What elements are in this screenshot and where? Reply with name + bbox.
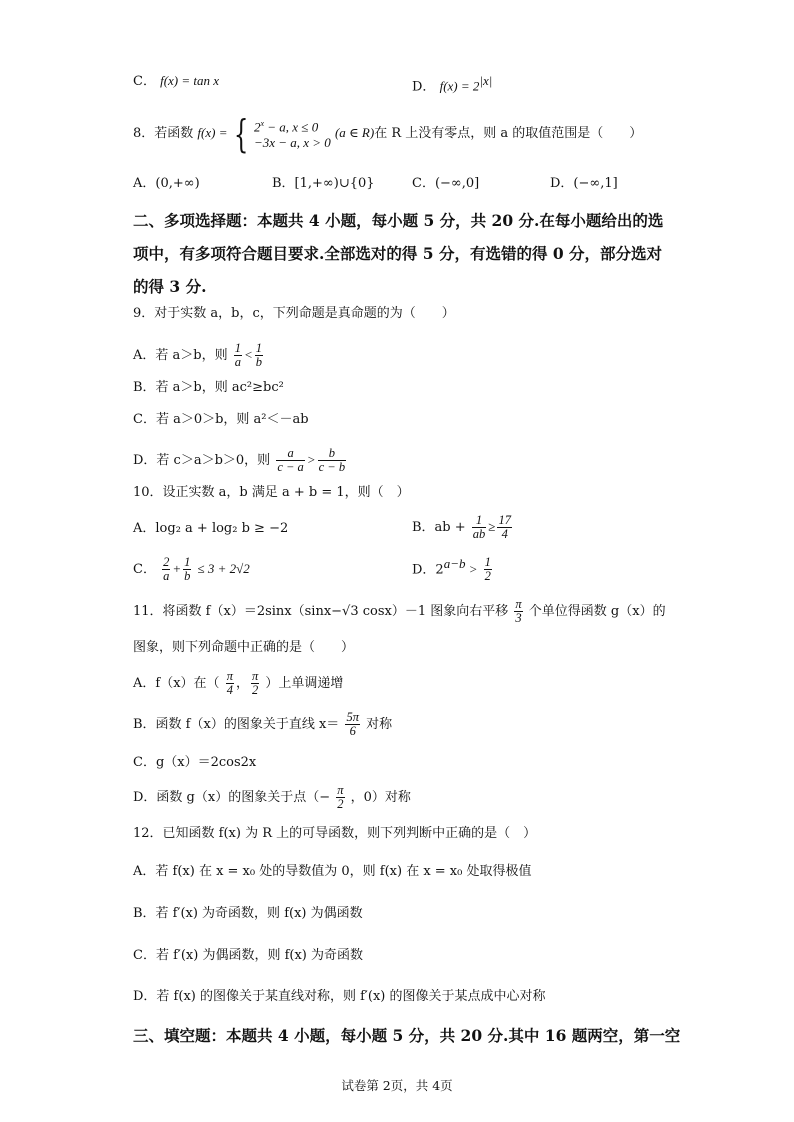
fraction-5pi-over-6: $\frac{5\pi}{6}$ (346, 710, 359, 738)
q9-option-a: A．若 a＞b，则 $\frac{1}{a}$ < $\frac{1}{b}$ (133, 341, 263, 369)
q7-d-expr: f(x) = 2 (439, 78, 480, 94)
page-footer: 试卷第 2页，共 4页 (341, 1078, 453, 1093)
q8-stem (133, 113, 642, 154)
fraction-1-over-2: $\frac{1}{2}$ (484, 555, 491, 584)
q8-option-d: D．(−∞,1] (550, 176, 618, 191)
fraction-pi-over-4: $\frac{\pi}{4}$ (226, 669, 233, 697)
q8-prefix: 8．若函数 (133, 126, 194, 141)
q8-fx: f(x) = (197, 125, 228, 140)
fraction-2-over-a: $\frac{2}{a}$ (163, 555, 170, 583)
q9-stem: 9．对于实数 a，b，c，下列命题是真命题的为（ ） (133, 306, 455, 321)
q8-case2: −3x − a, x > 0 (253, 135, 331, 151)
fraction-1-over-b: $\frac{1}{b}$ (255, 341, 263, 369)
q11-a-mid: ， (235, 676, 249, 691)
q11-stem-pre: 11．将函数 f（x）＝2sinx（sinx−√3 cosx）－1 图象向右平移 (133, 604, 509, 619)
fraction-pi-over-2: $\frac{\pi}{2}$ (337, 783, 344, 811)
fraction-1-over-b: $\frac{1}{b}$ (184, 555, 191, 583)
q8-cases (254, 116, 331, 151)
q8-option-c: C．(−∞,0] (412, 176, 480, 191)
q11-option-a (133, 670, 343, 697)
q7-c-label: C． (133, 74, 156, 89)
q10-stem: 10．设正实数 a，b 满足 a + b = 1，则（ ） (133, 485, 410, 500)
q10-c-pre: C． (133, 562, 156, 577)
q8-case1-sup: x (260, 118, 265, 128)
section2-heading-line3: 的得 3 分. (133, 277, 207, 296)
fraction-pi-over-3: $\frac{\pi}{3}$ (515, 597, 522, 625)
q8-case1 (254, 116, 331, 135)
q11-stem-line1 (133, 598, 666, 625)
q8-suffix: 在 R 上没有零点，则 a 的取值范围是（ ） (374, 126, 643, 141)
q9-option-c: C．若 a＞0＞b，则 a²＜－ab (133, 412, 309, 427)
q7-option-d (412, 73, 492, 95)
q11-option-d (133, 784, 411, 811)
q11-stem-post: 个单位得函数 g（x）的 (528, 604, 666, 619)
q11-stem-line2: 图象，则下列命题中正确的是（ ） (133, 640, 355, 655)
q10-b-pre: B．ab + (412, 520, 466, 535)
brace-symbol: { (233, 111, 248, 156)
q10-option-b: B．ab + $\frac{1}{ab}$ ≥ $\frac{17}{4}$ (412, 513, 511, 541)
q11-b-post: 对称 (366, 717, 393, 732)
q12-option-c: C．若 f′(x) 为偶函数，则 f(x) 为奇函数 (133, 948, 364, 963)
fraction-b-over-c-b: $\frac{b}{c - b}$ (318, 446, 346, 474)
section2-heading-line2: 项中，有多项符合题目要求.全部选对的得 5 分，有选错的得 0 分，部分选对 (133, 244, 663, 263)
q8-case1-base: 2 (253, 119, 261, 135)
q11-d-post: ，0）对称 (350, 790, 411, 805)
fraction-1-over-a: $\frac{1}{a}$ (234, 341, 241, 369)
q7-d-label: D． (412, 79, 436, 95)
q10-option-c: C． $\frac{2}{a}$ + $\frac{1}{b}$ ≤ 3 + 2√2 (133, 555, 250, 583)
section3-heading-line1: 三、填空题：本题共 4 小题，每小题 5 分，共 20 分.其中 16 题两空，第一空 (133, 1026, 681, 1045)
q12-option-b: B．若 f′(x) 为奇函数，则 f(x) 为偶函数 (133, 906, 363, 921)
q9-a-text: A．若 a＞b，则 (133, 348, 228, 363)
q9-d-text: D．若 c＞a＞b＞0，则 (133, 453, 271, 468)
q10-d-pre: D．2 (412, 562, 444, 578)
q10-option-d (412, 556, 494, 583)
fraction-17-over-4: $\frac{17}{4}$ (498, 513, 511, 541)
fraction-1-over-ab: $\frac{1}{ab}$ (472, 513, 486, 541)
q8-option-b: B．[1,+∞)∪{0} (272, 176, 375, 191)
q11-a-post: ）上单调递增 (265, 676, 344, 691)
q10-c-post: ≤ 3 + 2√2 (197, 561, 250, 576)
q10-option-a: A．log₂ a + log₂ b ≥ −2 (133, 521, 289, 536)
q8-case1-rest: − a, x ≤ 0 (264, 119, 319, 135)
q9-option-d: D．若 c＞a＞b＞0，则 $\frac{a}{c - a}$ > $\frac{b}{c - b}$ (133, 446, 346, 474)
q8-option-a: A．(0,+∞) (133, 176, 200, 191)
q7-c-expr: f(x) = tan x (160, 73, 220, 88)
q11-a-pre: A．f（x）在（ (133, 676, 220, 691)
fraction-a-over-c-a: $\frac{a}{c - a}$ (277, 446, 304, 474)
q7-d-sup: |x| (479, 73, 493, 88)
fraction-pi-over-2: $\frac{\pi}{2}$ (251, 669, 259, 697)
q8-cond: (a ∈ R) (334, 125, 375, 140)
q12-option-d: D．若 f(x) 的图像关于某直线对称，则 f′(x) 的图像关于某点成中心对称 (133, 989, 546, 1004)
q10-d-sup: a−b (443, 556, 466, 571)
q12-stem: 12．已知函数 f(x) 为 R 上的可导函数，则下列判断中正确的是（ ） (133, 826, 537, 841)
q11-option-b (133, 711, 392, 738)
q9-option-b: B．若 a＞b，则 ac²≥bc² (133, 380, 284, 395)
q10-d-post: > (465, 561, 478, 577)
q12-option-a: A．若 f(x) 在 x = x₀ 处的导数值为 0，则 f(x) 在 x = x₀ 处取得极值 (133, 864, 532, 879)
q7-option-c (133, 73, 219, 90)
section2-heading-line1: 二、多项选择题：本题共 4 小题，每小题 5 分，共 20 分.在每小题给出的选 (133, 211, 664, 230)
q11-option-c: C．g（x）＝2cos2x (133, 755, 257, 770)
q11-d-pre: D．函数 g（x）的图象关于点（− (133, 790, 331, 805)
q11-b-pre: B．函数 f（x）的图象关于直线 x＝ (133, 717, 340, 732)
